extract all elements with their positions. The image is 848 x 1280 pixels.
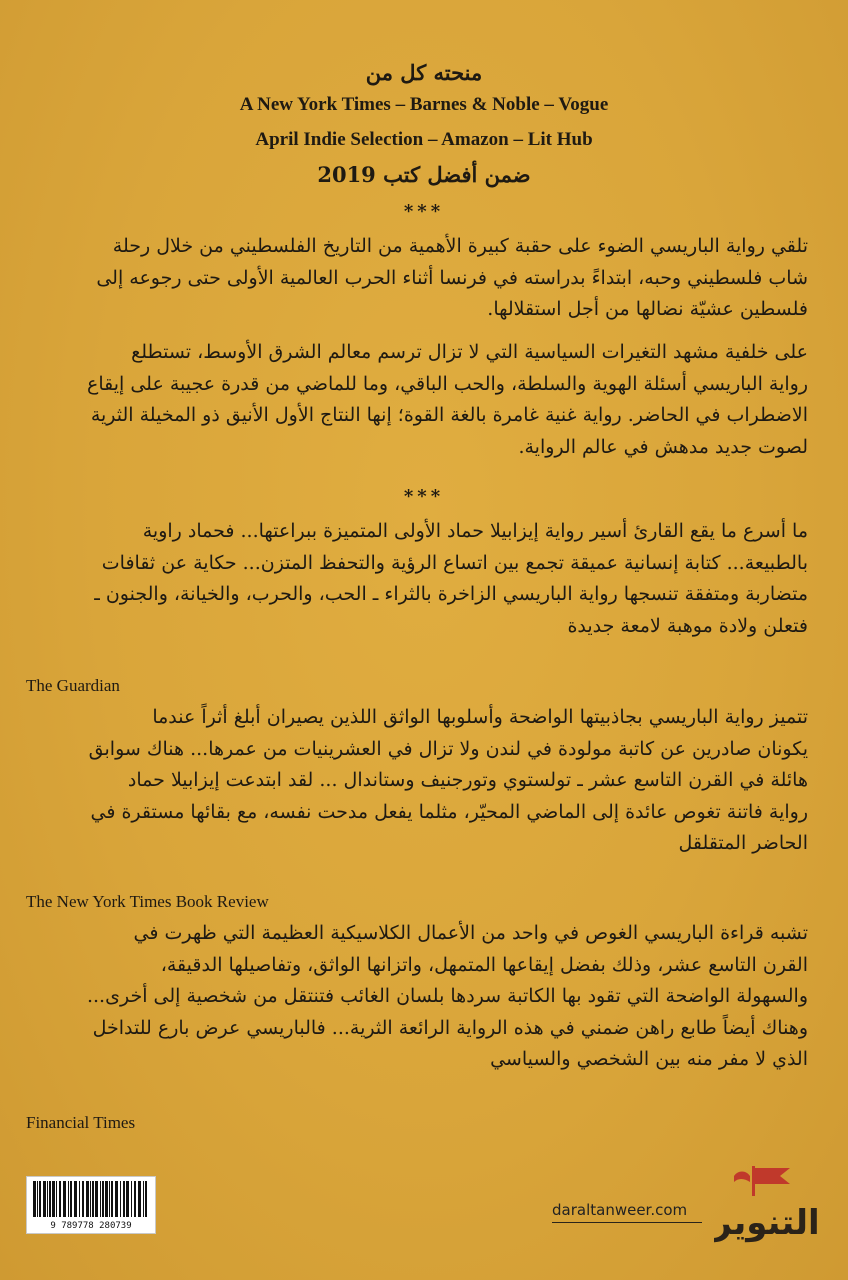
- review-source: The New York Times Book Review: [26, 892, 269, 911]
- publisher-logo-text: التنوير: [714, 1203, 818, 1243]
- best-books-heading: ضمن أفضل كتب 2019: [317, 162, 531, 187]
- synopsis-paragraph-1: تلقي رواية الباريسي الضوء على حقبة كبيرة الأهمية من التاريخ الفلسطيني من خلال رحلة شاب فلسطيني وحبه، ابتداءً بدراسته في فرنسا أثناء الحرب العالمية الأولى حتى رجوعه إلى فلسطين عشيّة نضالها من أجل استقلالها.: [96, 235, 808, 321]
- synopsis-paragraph-2: على خلفية مشهد التغيرات السياسية التي لا تزال ترسم معالم الشرق الأوسط، تستطلع رواية الباريسي أسئلة الهوية والسلطة، والحب الباقي، وما للماضي من قدرة عجيبة على إيقاع الاضطراب في الحاضر. رواية غنية غامرة بالغة القوة؛ إنها النتاج الأول الأنيق ذو المخيلة الثرية لصوت جديد مدهش في عالم الرواية.: [87, 341, 808, 458]
- red-flag-icon: [734, 1166, 790, 1196]
- awarded-by-heading: منحته كل من: [365, 60, 483, 85]
- barcode-bars: [33, 1181, 149, 1217]
- isbn-barcode: [26, 1176, 156, 1234]
- review-text: تشبه قراءة الباريسي الغوص في واحد من الأعمال الكلاسيكية العظيمة التي ظهرت في القرن التاسع عشر، وذلك بفضل إيقاعها المتمهل، واتزانها الواثق، وتفاصيلها الدقيقة، والسهولة الواضحة التي تقود بها الكاتبة سردها بلسان الغائب فتنتقل من شخصية إلى أخرى... وهناك أيضاً طابع راهن ضمني في هذه الرواية الرائعة الثرية... فالباريسي عرض بارع للتداخل الذي لا مفر منه بين الشخصي والسياسي: [86, 922, 808, 1071]
- publisher-logo: [714, 1162, 818, 1246]
- review-source: The Guardian: [26, 676, 120, 695]
- barcode-digits: 9 789778 280739: [50, 1221, 132, 1231]
- stars-separator: ***: [403, 201, 445, 222]
- outlets-line-1: A New York Times – Barnes & Noble – Vogue: [239, 94, 609, 115]
- stars-separator: ***: [403, 486, 445, 507]
- review-text: ما أسرع ما يقع القارئ أسير رواية إيزابيلا حماد الأولى المتميزة ببراعتها... فحماد راوية بالطبيعة... كتابة إنسانية عميقة تجمع بين اتساع الرؤية والتحفظ المتزن... حكاية عن ثقافات متضاربة ومتفقة تنسجها رواية الباريسي الزاخرة بالثراء ـ الحب، والحرب، والخيانة، والجنون ـ فتعلن ولادة موهبة لامعة جديدة: [94, 520, 808, 637]
- review-text: تتميز رواية الباريسي بجاذبيتها الواضحة وأسلوبها الواثق اللذين يصيران أبلغ أثراً عندما يكونان صادرين عن كاتبة مولودة في لندن ولا تزال في العشرينيات من عمرها... هناك سوابق هائلة في القرن التاسع عشر ـ تولستوي وتورجنيف وستاندال ... لقد ابتدعت إيزابيلا حماد رواية فاتنة تغوص عائدة إلى الماضي المحيّر، مثلما يفعل مدحت نفسه، مع بقائها مستقرة في الحاضر المتقلقل: [88, 706, 808, 855]
- website-underline: [552, 1222, 702, 1223]
- outlets-line-2: April Indie Selection – Amazon – Lit Hub: [255, 129, 593, 150]
- publisher-website[interactable]: daraltanweer.com: [552, 1201, 688, 1219]
- review-source: Financial Times: [26, 1113, 136, 1132]
